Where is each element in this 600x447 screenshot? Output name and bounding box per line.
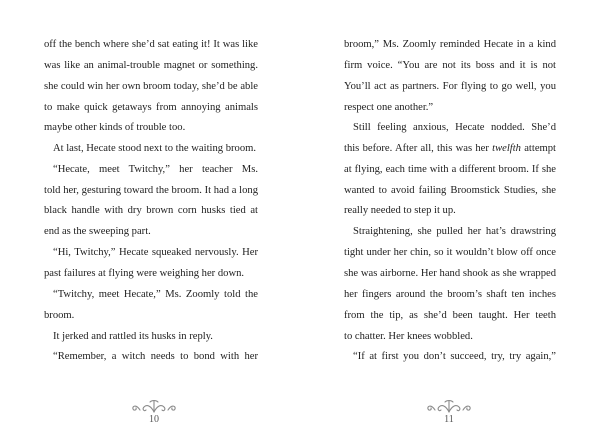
right-footer xyxy=(419,398,479,430)
right-line-3: You’ll act as partners. For flying to go well, you xyxy=(344,81,556,92)
left-line-5: maybe other kinds of trouble too. xyxy=(44,122,186,133)
left-line-7: “Hecate, meet Twitchy,” her teacher Ms. xyxy=(53,164,258,175)
right-line-7: at flying, each time with a different broom. If she xyxy=(344,164,556,175)
swirl-ornament-icon xyxy=(124,398,184,414)
left-line-8: told her, gesturing toward the broom. It had a long xyxy=(44,185,258,196)
left-line-12: past failures at flying were weighing her down. xyxy=(44,268,245,279)
right-line-16: “If at first you don’t succeed, try, try again,” xyxy=(353,351,556,362)
left-line-6: At last, Hecate stood next to the waiting broom. xyxy=(53,143,257,154)
left-line-9: black handle with dry brown corn husks tied at xyxy=(44,205,258,216)
right-line-2: firm voice. “You are not its boss and it is not xyxy=(344,60,556,71)
right-line-6-tail: attempt xyxy=(520,143,556,154)
left-line-16: “Remember, a witch needs to bond with her xyxy=(53,351,258,362)
left-line-4: to make quick getaways from annoying animals xyxy=(44,102,258,113)
swirl-ornament-icon xyxy=(419,398,479,414)
page-number-left: 10 xyxy=(149,414,159,425)
left-line-13: “Twitchy, meet Hecate,” Ms. Zoomly told the xyxy=(53,289,258,300)
right-line-14: from the tip, as she’d been taught. Her teeth xyxy=(344,310,556,321)
right-line-6 xyxy=(344,142,556,155)
right-line-9: really needed to step it up. xyxy=(344,205,456,216)
right-line-4: respect one another.” xyxy=(344,102,434,113)
left-footer xyxy=(124,398,184,430)
right-line-6-head: this before. After all, this was her xyxy=(344,143,493,154)
right-line-10: Straightening, she pulled her hat’s drawstring xyxy=(353,226,556,237)
emphasized-word: twelfth xyxy=(492,143,521,154)
left-line-2: was like an animal-trouble magnet or something. xyxy=(44,60,258,71)
left-line-14: broom. xyxy=(44,310,75,321)
right-line-8: wanted to avoid failing Broomstick Studies, she xyxy=(344,185,556,196)
right-line-12: she was airborne. Her hand shook as she wrapped xyxy=(344,268,556,279)
right-line-15: to chatter. Her knees wobbled. xyxy=(344,331,473,342)
right-line-1: broom,” Ms. Zoomly reminded Hecate in a kind xyxy=(344,39,556,50)
left-line-3: she could win her own broom today, she’d be able xyxy=(44,81,258,92)
right-page xyxy=(300,0,600,447)
page-number-right: 11 xyxy=(444,414,454,425)
right-line-13: her fingers around the broom’s shaft ten inches xyxy=(344,289,556,300)
left-line-10: end as the sweeping part. xyxy=(44,226,151,237)
left-line-15: It jerked and rattled its husks in reply. xyxy=(53,331,213,342)
right-line-5: Still feeling anxious, Hecate nodded. She’d xyxy=(353,122,556,133)
right-line-11: tight under her chin, so it wouldn’t blow off once xyxy=(344,247,556,258)
left-line-11: “Hi, Twitchy,” Hecate squeaked nervously. Her xyxy=(53,247,258,258)
left-line-1: off the bench where she’d sat eating it! It was like xyxy=(44,39,258,50)
